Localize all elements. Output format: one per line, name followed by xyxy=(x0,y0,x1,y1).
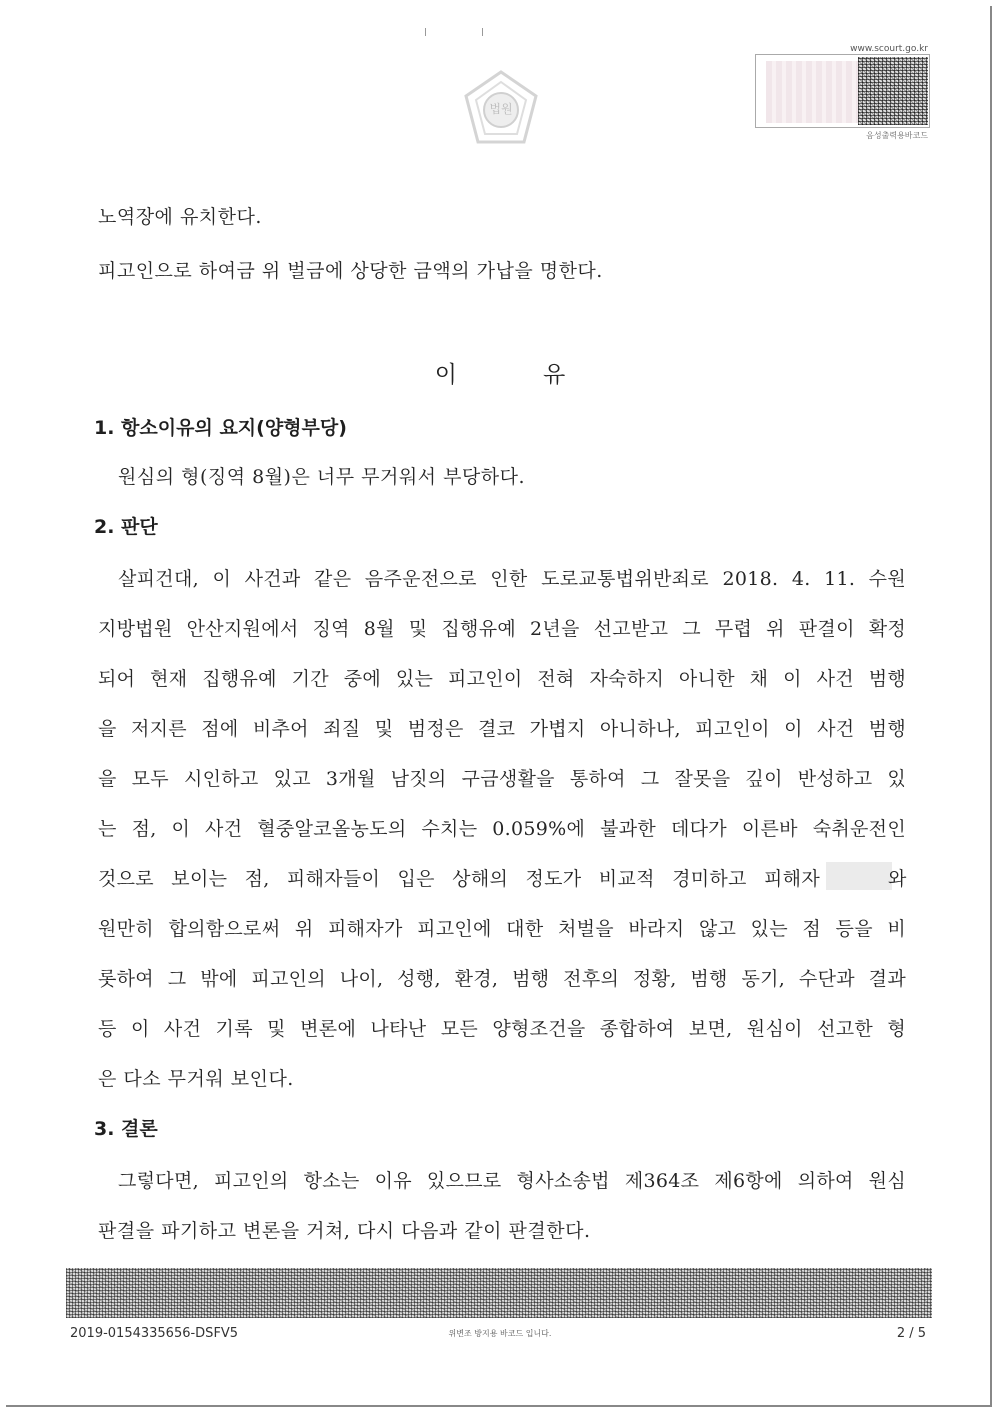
top-tick-mark xyxy=(425,28,426,36)
paragraph-line: 되어 현재 집행유예 기간 중에 있는 피고인이 전혀 자숙하지 아니한 채 이 사건 범행 xyxy=(98,668,906,690)
paragraph-line: 을 모두 시인하고 있고 3개월 남짓의 구금생활을 통하여 그 잘못을 깊이 반성하고 있 xyxy=(98,768,906,790)
paragraph-line: 을 저지른 점에 비추어 죄질 및 범정은 결코 가볍지 아니하나, 피고인이 이 사건 범행 xyxy=(98,718,906,740)
document-id: 2019-0154335656-DSFV5 xyxy=(70,1326,239,1341)
section-title: 이유 xyxy=(434,362,652,388)
page-number: 2 / 5 xyxy=(896,1326,926,1341)
barcode-caption: 음성출력용바코드 xyxy=(866,131,928,140)
paragraph-line: 등 이 사건 기록 및 변론에 나타난 모든 양형조건을 종합하여 보면, 원심이 선고한 형 xyxy=(98,1018,906,1040)
barcode-notice: 위변조 방지용 바코드 입니다. xyxy=(448,1329,552,1338)
court-url: www.scourt.go.kr xyxy=(850,44,928,54)
paragraph-line: 살피건대, 이 사건과 같은 음주운전으로 인한 도로교통법위반죄로 2018. 4. 11. 수원 xyxy=(118,568,906,590)
seal-text: 법원 xyxy=(489,102,513,116)
paragraph-line: 원만히 합의함으로써 위 피해자가 피고인에 대한 처벌을 바라지 않고 있는 점 등을 비 xyxy=(98,918,906,940)
paragraph-line: 는 점, 이 사건 혈중알코올농도의 수치는 0.059%에 불과한 데다가 이른바 숙취운전인 xyxy=(98,818,906,840)
qr-code-icon xyxy=(858,57,928,125)
section-heading: 3. 결론 xyxy=(94,1118,158,1140)
text-line: 노역장에 유치한다. xyxy=(98,206,262,228)
top-tick-mark xyxy=(482,28,483,36)
paragraph-line: 지방법원 안산지원에서 징역 8월 및 집행유예 2년을 선고받고 그 무렵 위 판결이 확정 xyxy=(98,618,906,640)
barcode-blurred-area xyxy=(766,61,858,123)
paragraph-line: 롯하여 그 밖에 피고인의 나이, 성행, 환경, 범행 전후의 정황, 범행 동기, 수단과 결과 xyxy=(98,968,906,990)
text-line: 은 다소 무거워 보인다. xyxy=(98,1068,294,1090)
voice-output-barcode xyxy=(755,54,930,128)
redacted-name xyxy=(824,862,894,890)
section-heading: 2. 판단 xyxy=(94,516,158,538)
anti-forgery-barcode xyxy=(66,1268,932,1318)
text-line: 와 xyxy=(888,868,907,890)
court-seal-icon xyxy=(462,70,540,148)
paragraph-line: 것으로 보이는 점, 피해자들이 입은 상해의 정도가 비교적 경미하고 피해자 xyxy=(98,868,820,890)
text-line: 원심의 형(징역 8월)은 너무 무거워서 부당하다. xyxy=(118,466,526,488)
text-line: 판결을 파기하고 변론을 거쳐, 다시 다음과 같이 판결한다. xyxy=(98,1220,591,1242)
paragraph-line: 그렇다면, 피고인의 항소는 이유 있으므로 형사소송법 제364조 제6항에 의하여 원심 xyxy=(118,1170,906,1192)
section-heading: 1. 항소이유의 요지(양형부당) xyxy=(94,417,347,439)
text-line: 피고인으로 하여금 위 벌금에 상당한 금액의 가납을 명한다. xyxy=(98,260,603,282)
